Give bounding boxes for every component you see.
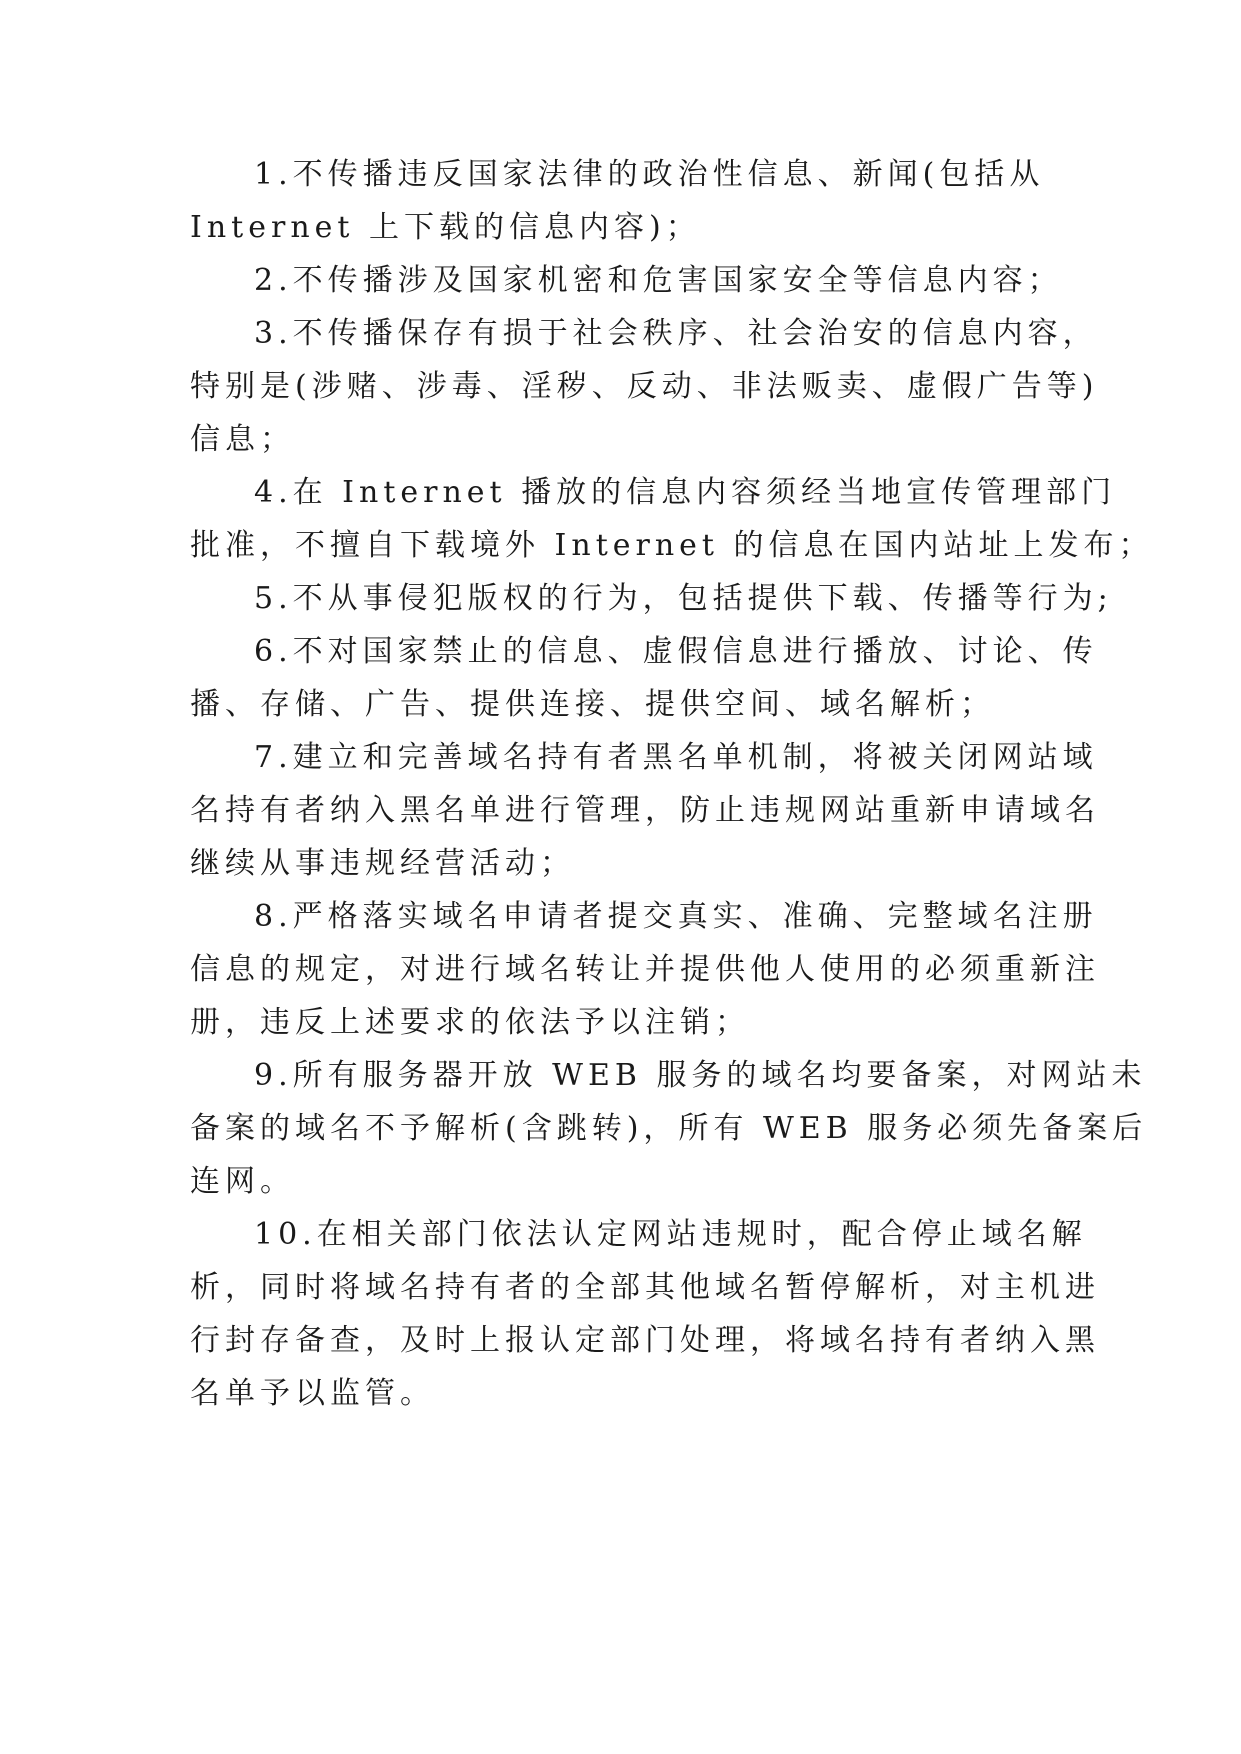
paragraph-5-line-1: 5.不从事侵犯版权的行为，包括提供下载、传播等行为; [254, 581, 1113, 616]
paragraph-7-line-3: 继续从事违规经营活动； [190, 846, 575, 881]
paragraph-6-line-1: 6.不对国家禁止的信息、虚假信息进行播放、讨论、传 [254, 634, 1098, 669]
paragraph-7-line-1: 7.建立和完善域名持有者黑名单机制，将被关闭网站域 [254, 740, 1098, 775]
paragraph-10-line-1: 10.在相关部门依法认定网站违规时，配合停止域名解 [254, 1217, 1087, 1252]
paragraph-10-line-3: 行封存备查，及时上报认定部门处理，将域名持有者纳入黑 [190, 1323, 1100, 1358]
paragraph-9-line-3: 连网。 [190, 1164, 295, 1199]
paragraph-1-line-1: 1.不传播违反国家法律的政治性信息、新闻(包括从 [254, 157, 1045, 192]
paragraph-8-line-3: 册，违反上述要求的依法予以注销； [190, 1005, 750, 1040]
paragraph-3-line-3: 信息； [190, 422, 295, 457]
paragraph-10-line-4: 名单予以监管。 [190, 1376, 435, 1411]
paragraph-8-line-2: 信息的规定，对进行域名转让并提供他人使用的必须重新注 [190, 952, 1100, 987]
paragraph-3-line-2: 特别是(涉赌、涉毒、淫秽、反动、非法贩卖、虚假广告等) [190, 369, 1099, 404]
paragraph-1-line-2: Internet 上下载的信息内容)； [190, 210, 701, 245]
paragraph-4-line-1: 4.在 Internet 播放的信息内容须经当地宣传管理部门 [254, 475, 1117, 510]
paragraph-3-line-1: 3.不传播保存有损于社会秩序、社会治安的信息内容， [254, 316, 1098, 351]
paragraph-4-line-2: 批准，不擅自下载境外 Internet 的信息在国内站址上发布； [190, 528, 1154, 563]
paragraph-10-line-2: 析，同时将域名持有者的全部其他域名暂停解析，对主机进 [190, 1270, 1100, 1305]
paragraph-6-line-2: 播、存储、广告、提供连接、提供空间、域名解析； [190, 687, 995, 722]
paragraph-9-line-2: 备案的域名不予解析(含跳转)，所有 WEB 服务必须先备案后 [190, 1111, 1148, 1146]
paragraph-8-line-1: 8.严格落实域名申请者提交真实、准确、完整域名注册 [254, 899, 1098, 934]
paragraph-2-line-1: 2.不传播涉及国家机密和危害国家安全等信息内容； [254, 263, 1063, 298]
paragraph-9-line-1: 9.所有服务器开放 WEB 服务的域名均要备案，对网站未 [254, 1058, 1147, 1093]
paragraph-7-line-2: 名持有者纳入黑名单进行管理，防止违规网站重新申请域名 [190, 793, 1100, 828]
